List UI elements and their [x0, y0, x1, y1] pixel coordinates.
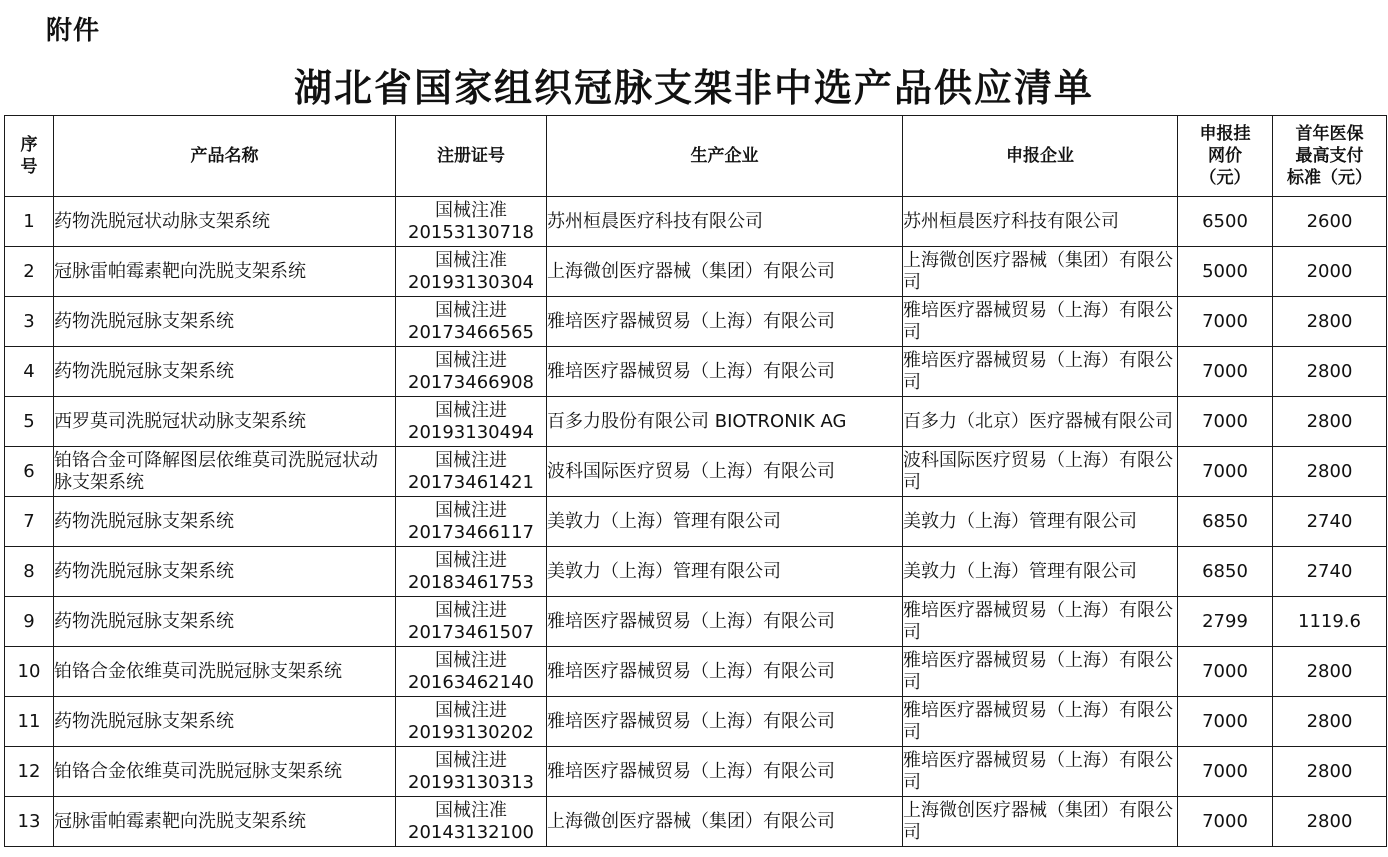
- cell-applicant: 美敦力（上海）管理有限公司: [903, 547, 1178, 597]
- registration-type: 国械注准: [435, 199, 507, 221]
- cell-price: 7000: [1178, 397, 1273, 447]
- cell-no: 11: [5, 697, 54, 747]
- registration-type: 国械注进: [435, 749, 507, 771]
- cell-manufacturer: 苏州桓晨医疗科技有限公司: [547, 197, 903, 247]
- registration-number: 20193130202: [408, 721, 534, 743]
- col-header-price-line: （元）: [1199, 168, 1251, 188]
- table-row: [5, 797, 1387, 847]
- cell-payment-cap: 2740: [1273, 547, 1387, 597]
- table-row: [5, 697, 1387, 747]
- cell-registration: [396, 447, 547, 497]
- table-row: [5, 497, 1387, 547]
- cell-product-name: 铂铬合金依维莫司洗脱冠脉支架系统: [54, 647, 396, 697]
- cell-price: 7000: [1178, 747, 1273, 797]
- attachment-label: 附件: [46, 16, 101, 46]
- cell-payment-cap: 2800: [1273, 647, 1387, 697]
- registration-type: 国械注准: [435, 799, 507, 821]
- col-header-cap-line: 标准（元）: [1287, 168, 1372, 188]
- cell-no: 6: [5, 447, 54, 497]
- registration-type: 国械注进: [435, 299, 507, 321]
- cell-product-name: 冠脉雷帕霉素靶向洗脱支架系统: [54, 247, 396, 297]
- cell-product-name: 西罗莫司洗脱冠状动脉支架系统: [54, 397, 396, 447]
- cell-registration: [396, 197, 547, 247]
- col-header-price-line: 网价: [1208, 146, 1242, 166]
- table-row: [5, 297, 1387, 347]
- registration-type: 国械注进: [435, 649, 507, 671]
- registration-number: 20173461507: [408, 621, 534, 643]
- cell-registration: [396, 397, 547, 447]
- cell-payment-cap: 2600: [1273, 197, 1387, 247]
- table-row: [5, 447, 1387, 497]
- cell-product-name: 药物洗脱冠脉支架系统: [54, 497, 396, 547]
- registration-type: 国械注进: [435, 599, 507, 621]
- cell-registration: [396, 497, 547, 547]
- cell-price: 7000: [1178, 297, 1273, 347]
- registration-number: 20153130718: [408, 221, 534, 243]
- col-header-no-line: 号: [20, 157, 38, 177]
- cell-applicant: 苏州桓晨医疗科技有限公司: [903, 197, 1178, 247]
- cell-manufacturer: 波科国际医疗贸易（上海）有限公司: [547, 447, 903, 497]
- table-row: [5, 747, 1387, 797]
- col-header-cap-line: 首年医保: [1295, 124, 1364, 144]
- cell-payment-cap: 2800: [1273, 397, 1387, 447]
- table-row: [5, 247, 1387, 297]
- registration-number: 20173461421: [408, 471, 534, 493]
- cell-no: 3: [5, 297, 54, 347]
- cell-applicant: 百多力（北京）医疗器械有限公司: [903, 397, 1178, 447]
- cell-product-name: 药物洗脱冠脉支架系统: [54, 347, 396, 397]
- registration-number: 20163462140: [408, 671, 534, 693]
- col-header-price-line: 申报挂: [1199, 124, 1251, 144]
- registration-type: 国械注进: [435, 549, 507, 571]
- registration-type: 国械注进: [435, 349, 507, 371]
- cell-no: 12: [5, 747, 54, 797]
- registration-type: 国械注进: [435, 499, 507, 521]
- cell-registration: [396, 747, 547, 797]
- cell-manufacturer: 雅培医疗器械贸易（上海）有限公司: [547, 747, 903, 797]
- registration-number: 20173466908: [408, 371, 534, 393]
- registration-number: 20193130313: [408, 771, 534, 793]
- cell-product-name: 药物洗脱冠状动脉支架系统: [54, 197, 396, 247]
- cell-price: 7000: [1178, 347, 1273, 397]
- cell-no: 13: [5, 797, 54, 847]
- cell-no: 8: [5, 547, 54, 597]
- cell-no: 1: [5, 197, 54, 247]
- cell-applicant: 雅培医疗器械贸易（上海）有限公司: [903, 747, 1178, 797]
- cell-no: 7: [5, 497, 54, 547]
- cell-no: 2: [5, 247, 54, 297]
- table-row: [5, 547, 1387, 597]
- cell-applicant: 上海微创医疗器械（集团）有限公司: [903, 247, 1178, 297]
- cell-applicant: 上海微创医疗器械（集团）有限公司: [903, 797, 1178, 847]
- cell-manufacturer: 雅培医疗器械贸易（上海）有限公司: [547, 597, 903, 647]
- cell-payment-cap: 2800: [1273, 697, 1387, 747]
- cell-payment-cap: 2800: [1273, 797, 1387, 847]
- cell-payment-cap: 1119.6: [1273, 597, 1387, 647]
- cell-product-name: 药物洗脱冠脉支架系统: [54, 697, 396, 747]
- col-header-cap-line: 最高支付: [1295, 146, 1364, 166]
- cell-applicant: 波科国际医疗贸易（上海）有限公司: [903, 447, 1178, 497]
- col-header-reg: 注册证号: [396, 116, 547, 197]
- cell-payment-cap: 2800: [1273, 747, 1387, 797]
- cell-price: 7000: [1178, 797, 1273, 847]
- cell-price: 6500: [1178, 197, 1273, 247]
- cell-applicant: 雅培医疗器械贸易（上海）有限公司: [903, 647, 1178, 697]
- col-header-price: [1178, 116, 1273, 197]
- registration-number: 20173466117: [408, 521, 534, 543]
- cell-payment-cap: 2000: [1273, 247, 1387, 297]
- registration-type: 国械注准: [435, 249, 507, 271]
- cell-manufacturer: 百多力股份有限公司 BIOTRONIK AG: [547, 397, 903, 447]
- cell-applicant: 美敦力（上海）管理有限公司: [903, 497, 1178, 547]
- product-table: [4, 115, 1387, 847]
- cell-registration: [396, 797, 547, 847]
- col-header-cap: [1273, 116, 1387, 197]
- cell-no: 4: [5, 347, 54, 397]
- col-header-no-line: 序: [20, 135, 38, 155]
- cell-price: 6850: [1178, 497, 1273, 547]
- cell-payment-cap: 2740: [1273, 497, 1387, 547]
- cell-product-name: 药物洗脱冠脉支架系统: [54, 547, 396, 597]
- cell-product-name: 冠脉雷帕霉素靶向洗脱支架系统: [54, 797, 396, 847]
- page-title: 湖北省国家组织冠脉支架非中选产品供应清单: [293, 66, 1094, 110]
- cell-product-name: 药物洗脱冠脉支架系统: [54, 597, 396, 647]
- cell-product-name: 铂铬合金依维莫司洗脱冠脉支架系统: [54, 747, 396, 797]
- cell-payment-cap: 2800: [1273, 297, 1387, 347]
- cell-product-name: 药物洗脱冠脉支架系统: [54, 297, 396, 347]
- cell-registration: [396, 647, 547, 697]
- col-header-manufacturer: 生产企业: [547, 116, 903, 197]
- registration-type: 国械注进: [435, 399, 507, 421]
- cell-registration: [396, 347, 547, 397]
- cell-applicant: 雅培医疗器械贸易（上海）有限公司: [903, 297, 1178, 347]
- cell-applicant: 雅培医疗器械贸易（上海）有限公司: [903, 597, 1178, 647]
- registration-number: 20193130494: [408, 421, 534, 443]
- cell-price: 6850: [1178, 547, 1273, 597]
- table-row: [5, 397, 1387, 447]
- cell-registration: [396, 697, 547, 747]
- col-header-no: [5, 116, 54, 197]
- table-row: [5, 197, 1387, 247]
- cell-manufacturer: 雅培医疗器械贸易（上海）有限公司: [547, 297, 903, 347]
- cell-registration: [396, 547, 547, 597]
- registration-type: 国械注进: [435, 449, 507, 471]
- cell-manufacturer: 雅培医疗器械贸易（上海）有限公司: [547, 697, 903, 747]
- col-header-applicant: 申报企业: [903, 116, 1178, 197]
- registration-number: 20173466565: [408, 321, 534, 343]
- registration-type: 国械注进: [435, 699, 507, 721]
- cell-manufacturer: 雅培医疗器械贸易（上海）有限公司: [547, 347, 903, 397]
- cell-registration: [396, 297, 547, 347]
- table-row: [5, 597, 1387, 647]
- table-row: [5, 347, 1387, 397]
- cell-manufacturer: 美敦力（上海）管理有限公司: [547, 547, 903, 597]
- cell-price: 7000: [1178, 647, 1273, 697]
- registration-number: 20143132100: [408, 821, 534, 843]
- cell-registration: [396, 597, 547, 647]
- cell-payment-cap: 2800: [1273, 347, 1387, 397]
- cell-applicant: 雅培医疗器械贸易（上海）有限公司: [903, 347, 1178, 397]
- cell-manufacturer: 美敦力（上海）管理有限公司: [547, 497, 903, 547]
- table-header-row: [5, 116, 1387, 197]
- cell-no: 5: [5, 397, 54, 447]
- col-header-name: 产品名称: [54, 116, 396, 197]
- cell-manufacturer: 上海微创医疗器械（集团）有限公司: [547, 797, 903, 847]
- cell-price: 2799: [1178, 597, 1273, 647]
- cell-price: 7000: [1178, 697, 1273, 747]
- registration-number: 20193130304: [408, 271, 534, 293]
- cell-manufacturer: 雅培医疗器械贸易（上海）有限公司: [547, 647, 903, 697]
- cell-manufacturer: 上海微创医疗器械（集团）有限公司: [547, 247, 903, 297]
- cell-registration: [396, 247, 547, 297]
- cell-payment-cap: 2800: [1273, 447, 1387, 497]
- registration-number: 20183461753: [408, 571, 534, 593]
- table-row: [5, 647, 1387, 697]
- cell-no: 10: [5, 647, 54, 697]
- cell-product-name: 铂铬合金可降解图层依维莫司洗脱冠状动脉支架系统: [54, 447, 396, 497]
- cell-price: 7000: [1178, 447, 1273, 497]
- cell-applicant: 雅培医疗器械贸易（上海）有限公司: [903, 697, 1178, 747]
- cell-price: 5000: [1178, 247, 1273, 297]
- cell-no: 9: [5, 597, 54, 647]
